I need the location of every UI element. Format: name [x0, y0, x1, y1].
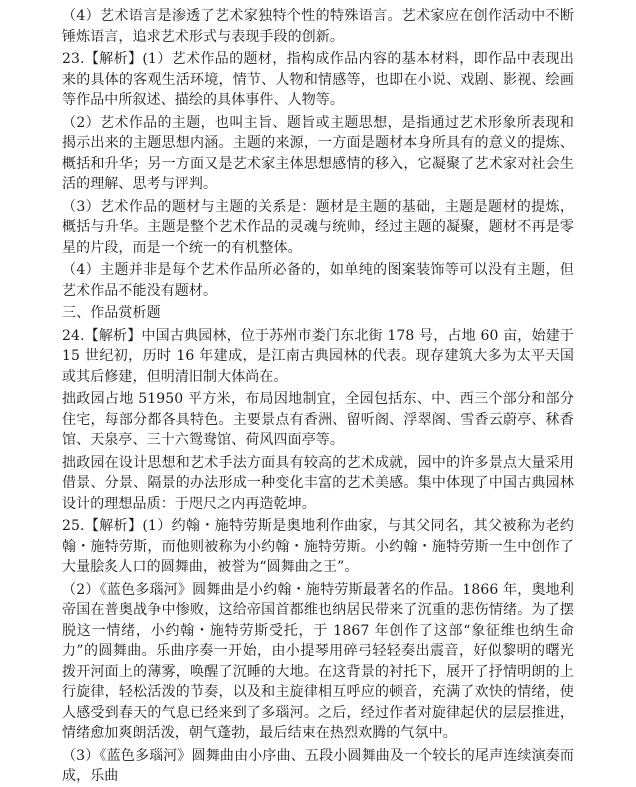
paragraph-q23-subject-matter: 23.【解析】(1）艺术作品的题材，指构成作品内容的基本材料，即作品中表现出来的具体的客观生活环境，情节、人物和情感等，也即在小说、戏剧、影视、绘画等作品中所叙述、描绘的具体事件、人物等。	[62, 51, 574, 108]
paragraph-q25-blue-danube: （2）《蓝色多瑙河》圆舞曲是小约翰・施特劳斯最著名的作品。1866 年，奥地利帝国在普奥战争中惨败，这给帝国首都维也纳居民带来了沉重的悲伤情绪。为了摆脱这一情绪，小约翰・施特劳斯受托，于 1867 年创作了这部“象征维也纳生命力”的圆舞曲。乐曲序奏一开始，由小提琴用碎弓轻轻奏出震音，好似黎明的曙光拨开河面上的薄雾，唤醒了沉睡的大地。在这背景的衬托下，展开了抒情明朗的上行旋律，轻松活泼的节奏，以及和主旋律相互呼应的顿音，充满了欢快的情绪，使人感受到春天的气息已经来到了多瑙河。之后，经过作者对旋律起伏的层层推进，情绪愈加爽朗活泼，朝气蓬勃，最后结束在热烈欢腾的气氛中。	[62, 581, 574, 741]
paragraph-q24-design: 拙政园在设计思想和艺术手法方面具有较高的艺术成就，园中的许多景点大量采用借景、分景、隔景的办法形成一种变化丰富的艺术美感。集中体现了中国古典园林设计的理想品质：于咫尺之内再造乾坤。	[62, 454, 574, 512]
paragraph-q24-layout: 拙政园占地 51950 平方米，布局因地制宜，全园包括东、中、西三个部分和部分住宅，每部分都各具特色。主要景点有香洲、留听阁、浮翠阁、雪香云蔚亭、秫香馆、天泉亭、三十六鸳鸯馆、荷风四面亭等。	[62, 391, 574, 448]
paragraph-q25-structure: （3）《蓝色多瑙河》圆舞曲由小序曲、五段小圆舞曲及一个较长的尾声连续演奏而成，乐曲	[62, 747, 574, 784]
paragraph-q23-note: （4）主题并非是每个艺术作品所必备的，如单纯的图案装饰等可以没有主题，但艺术作品不能没有题材。	[62, 262, 574, 299]
paragraph-q23-theme: （2）艺术作品的主题，也叫主旨、题旨或主题思想，是指通过艺术形象所表现和揭示出来的主题思想内涵。主题的来源，一方面是题材本身所具有的意义的提炼、概括和升华；另一方面又是艺术家主体思想感情的移入，它凝聚了艺术家对社会生活的理解、思考与评判。	[62, 114, 574, 192]
paragraph-q25-composer: 25.【解析】(1）约翰・施特劳斯是奥地利作曲家，与其父同名，其父被称为老约翰・施特劳斯，而他则被称为小约翰・施特劳斯。小约翰・施特劳斯一生中创作了大量脍炙人口的圆舞曲，被誉为“圆舞曲之王”。	[62, 518, 574, 575]
paragraph-art-language: （4）艺术语言是渗透了艺术家独特个性的特殊语言。艺术家应在创作活动中不断锤炼语言，追求艺术形式与表现手段的创新。	[62, 8, 574, 45]
section-heading-appreciation: 三、作品赏析题	[62, 305, 161, 321]
paragraph-q23-relation: （3）艺术作品的题材与主题的关系是：题材是主题的基础，主题是题材的提炼，概括与升华。主题是整个艺术作品的灵魂与统帅，经过主题的凝聚，题材不再是零星的片段，而是一个统一的有机整体。	[62, 198, 574, 256]
paragraph-q24-intro: 24.【解析】中国古典园林，位于苏州市娄门东北街 178 号，占地 60 亩，始建于 15 世纪初，历时 16 年建成，是江南古典园林的代表。现存建筑大多为太平天国或其后修建，但明清旧制大体尚在。	[62, 327, 574, 385]
